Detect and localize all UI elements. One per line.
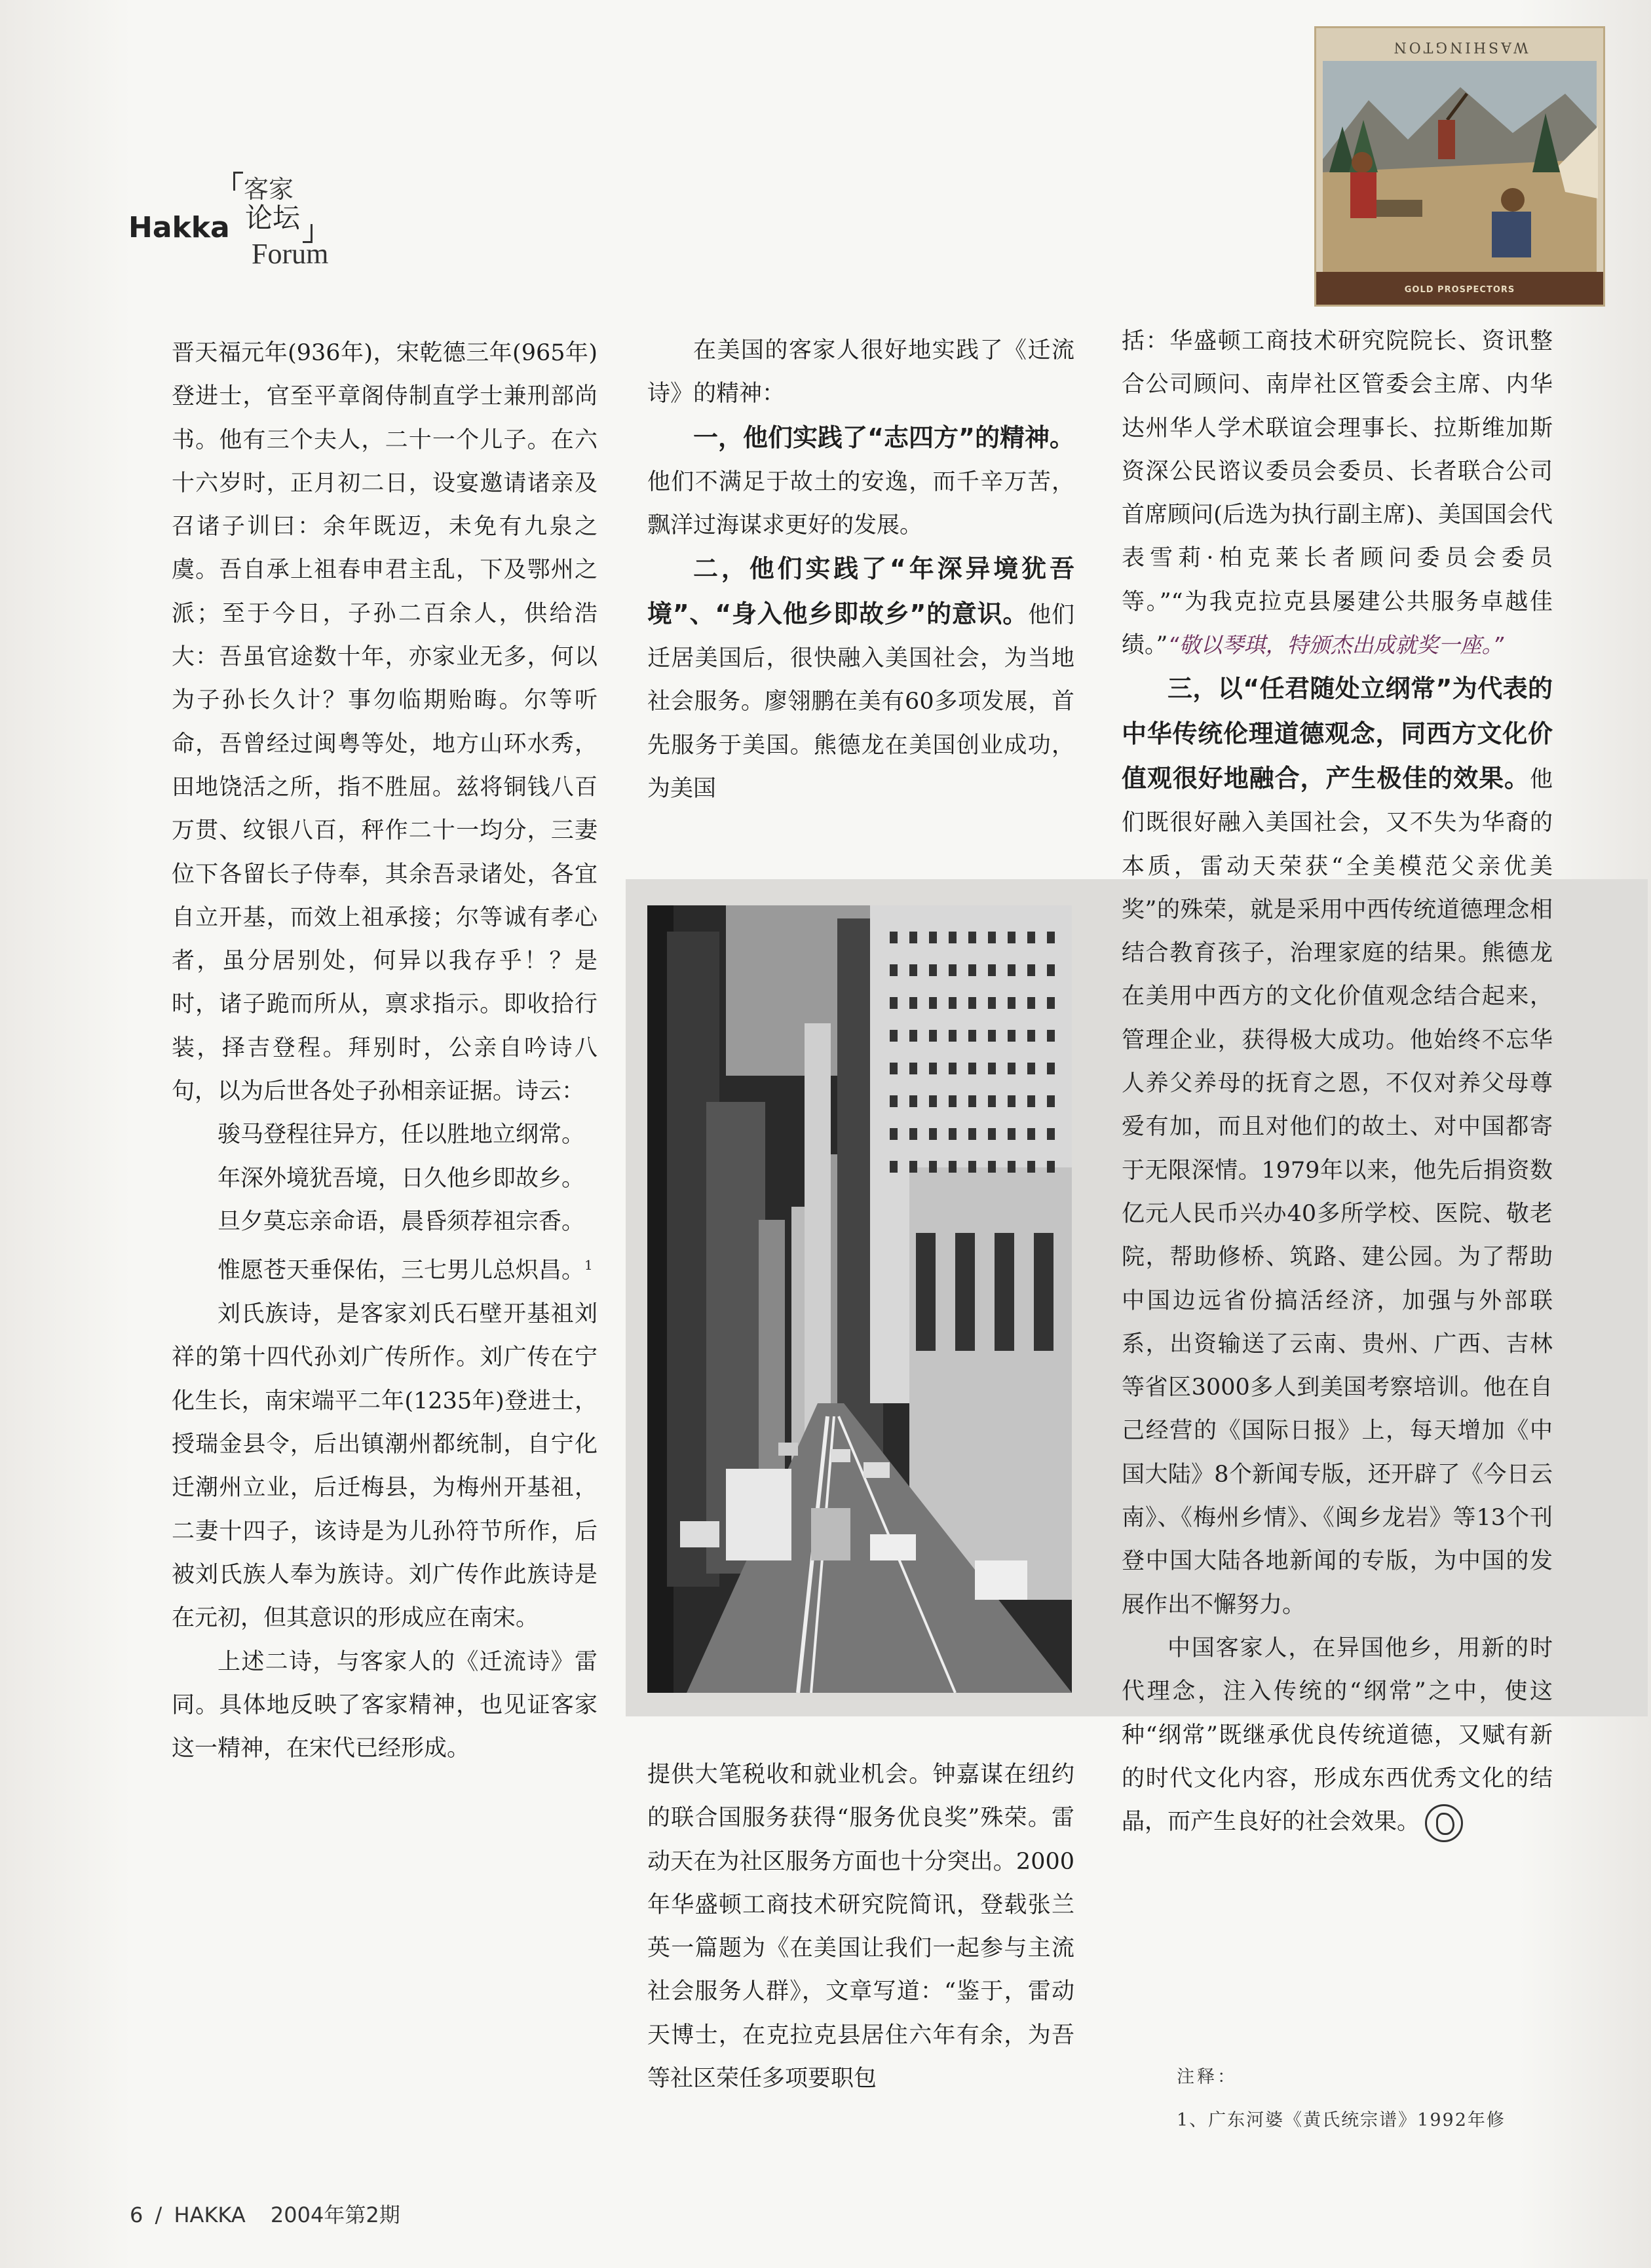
right-paragraph-1-text: 括：华盛顿工商技术研究院院长、资讯整合公司顾问、南岸社区管委会主席、内华达州华人学术联谊会理事长、拉斯维加斯资深公民谘议委员会委员、长者联合公司首席顾问(后选为执行副主席)、美国国会代表雪莉·柏克莱长者顾问委员会委员等。”“为我克拉克县屡建公共服务卓越佳绩。”	[1122, 328, 1553, 659]
mid-point2-text: 他们迁居美国后，很快融入美国社会，为当地社会服务。廖翎鹏在美有60多项发展，首先服务于美国。熊德龙在美国创业成功，为美国	[647, 601, 1074, 802]
show-through-ghost	[275, 236, 1053, 275]
hakka-forum-logo	[128, 164, 364, 275]
mid-point2-heading: 二，他们实践了“年深异境犹吾境”、“身入他乡即故乡”的意识。	[647, 554, 1074, 628]
right-point3-text: 他们既很好融入美国社会，又不失为华裔的本质，雷动天荣获“全美模范父亲优美奖”的殊荣，就是采用中西传统道德理念相结合教育孩子，治理家庭的结果。熊德龙在美用中西方的文化价值观念结合起来，管理企业，获得极大成功。他始终不忘华人养父养母的抚育之恩，不仅对养父母尊爱有加，而且对他们的故土、对中国都寄于无限深情。1979年以来，他先后捐资数亿元人民币兴办40多所学校、医院、敬老院，帮助修桥、筑路、建公园。为了帮助中国边远省份搞活经济，加强与外部联系，出资输送了云南、贵州、广西、吉林等省区3000多人到美国考察培训。他在自己经营的《国际日报》上，每天增加《中国大陆》8个新闻专版，还开辟了《今日云南》、《梅州乡情》、《闽乡龙岩》等13个刊登中国大陆各地新闻的专版，为中国的发展作出不懈努力。	[1122, 766, 1553, 1618]
footnote-mark: 1	[584, 1257, 593, 1274]
footer-separator: /	[155, 2202, 162, 2227]
left-paragraph-1: 晋天福元年(936年)，宋乾德三年(965年)登进士，官至平章阁侍制直学士兼刑部尚书。他有三个夫人，二十一个儿子。在六十六岁时，正月初二日，设宴邀请诸亲及召诸子训曰：余年既迈，未免有九泉之虞。吾自承上祖春申君主乱，下及鄂州之派；至于今日，子孙二百余人，供给浩大：吾虽官途数十年，亦家业无多，何以为子孙长久计？事勿临期贻晦。尔等听命，吾曾经过闽粤等处，地方山环水秀，田地饶活之所，指不胜屈。兹将铜钱八百万贯、纹银八百，秤作二十一均分，三妻位下各留长子侍奉，其余吾录诸处，各宜自立开基，而效上祖承接；尔等诚有孝心者，虽分居别处，何异以我存乎！？是时，诸子跪而所从，禀求指示。即收拾行装，择吉登程。拜别时，公亲自吟诗八句，以为后世各处子孙相亲证据。诗云：	[172, 340, 598, 1105]
right-point3	[1122, 667, 1553, 1627]
poem-line-2: 年深外境犹吾境，日久他乡即故乡。	[218, 1165, 585, 1192]
left-column	[172, 331, 598, 1770]
logo-cn-line2: 论坛	[245, 202, 301, 234]
mid-point1-text: 他们不满足于故土的安逸，而千辛万苦，飘洋过海谋求更好的发展。	[647, 468, 1074, 539]
right-conclusion	[1122, 1627, 1553, 1843]
right-conclusion-text: 中国客家人，在异国他乡，用新的时代理念，注入传统的“纲常”之中，使这种“纲常”既继承优良传统道德，又赋有新的时代文化内容，形成东西优秀文化的结晶，而产生良好的社会效果。	[1122, 1635, 1553, 1836]
notes-title: 注释：	[1177, 2067, 1238, 2087]
article-end-icon	[1425, 1804, 1463, 1842]
poem-line-4-text: 惟愿苍天垂保佑，三七男儿总炽昌。	[218, 1257, 585, 1284]
logo-cn-line1: 客家	[244, 175, 294, 204]
issue-label: 2004年第2期	[270, 2202, 400, 2227]
magazine-name: HAKKA	[174, 2202, 246, 2227]
mid-point1-heading: 一，他们实践了“志四方”的精神。	[693, 423, 1074, 452]
mid-intro: 在美国的客家人很好地实践了《迁流诗》的精神：	[647, 337, 1074, 407]
poem-line-3: 旦夕莫忘亲命语，晨昏须荐祖宗香。	[218, 1208, 585, 1235]
logo-bracket	[233, 172, 243, 191]
middle-column-bottom	[647, 1753, 1074, 2100]
right-column	[1122, 320, 1553, 1843]
page-footer	[130, 2199, 406, 2229]
page-number: 6	[130, 2202, 143, 2227]
left-paragraph-liu: 刘氏族诗，是客家刘氏石壁开基祖刘祥的第十四代孙刘广传所作。刘广传在宁化生长，南宋端平二年(1235年)登进士，授瑞金县令，后出镇潮州都统制，自宁化迁潮州立业，后迁梅县，为梅州开基祖，二妻十四子，该诗是为儿孙符节所作，后被刘氏族人奉为族诗。刘广传作此族诗是在元初，但其意识的形成应在南宋。	[172, 1301, 598, 1632]
mid-after-photo: 提供大笔税收和就业机会。钟嘉谋在纽约的联合国服务获得“服务优良奖”殊荣。雷动天在为社区服务方面也十分突出。2000年华盛顿工商技术研究院简讯，登载张兰英一篇题为《在美国让我们一起参与主流社会服务人群》，文章写道：“鉴于，雷动天博士，在克拉克县居住六年有余，为吾等社区荣任多项要职包	[647, 1762, 1074, 2092]
new-york-street-photo	[647, 905, 1072, 1693]
logo-forum: Forum	[252, 238, 329, 270]
right-paragraph-1	[1122, 320, 1553, 667]
note-item-1: 1、广东河婆《黄氏统宗谱》1992年修	[1177, 2110, 1506, 2130]
gold-prospectors-image	[1314, 26, 1605, 307]
mid-point2	[647, 547, 1074, 810]
logo-en: Hakka	[128, 211, 230, 244]
stamp-top-text: WASHINGTON	[1391, 39, 1528, 55]
mid-point1	[647, 416, 1074, 548]
left-paragraph-conclusion: 上述二诗，与客家人的《迁流诗》雷同。具体地反映了客家精神，也见证客家这一精神，在宋代已经形成。	[172, 1648, 598, 1762]
poem-line-4	[172, 1243, 598, 1293]
stamp-caption: GOLD PROSPECTORS	[1404, 285, 1515, 295]
poem-line-1: 骏马登程往异方，任以胜地立纲常。	[218, 1122, 585, 1148]
right-point3-heading: 三，以“任君随处立纲常”为代表的中华传统伦理道德观念，同西方文化价值观很好地融合，产生极佳的效果。	[1122, 674, 1553, 793]
handwritten-annotation: “敬以琴琪，特颁杰出成就奖一座。”	[1167, 632, 1504, 658]
middle-column-top	[647, 329, 1074, 810]
